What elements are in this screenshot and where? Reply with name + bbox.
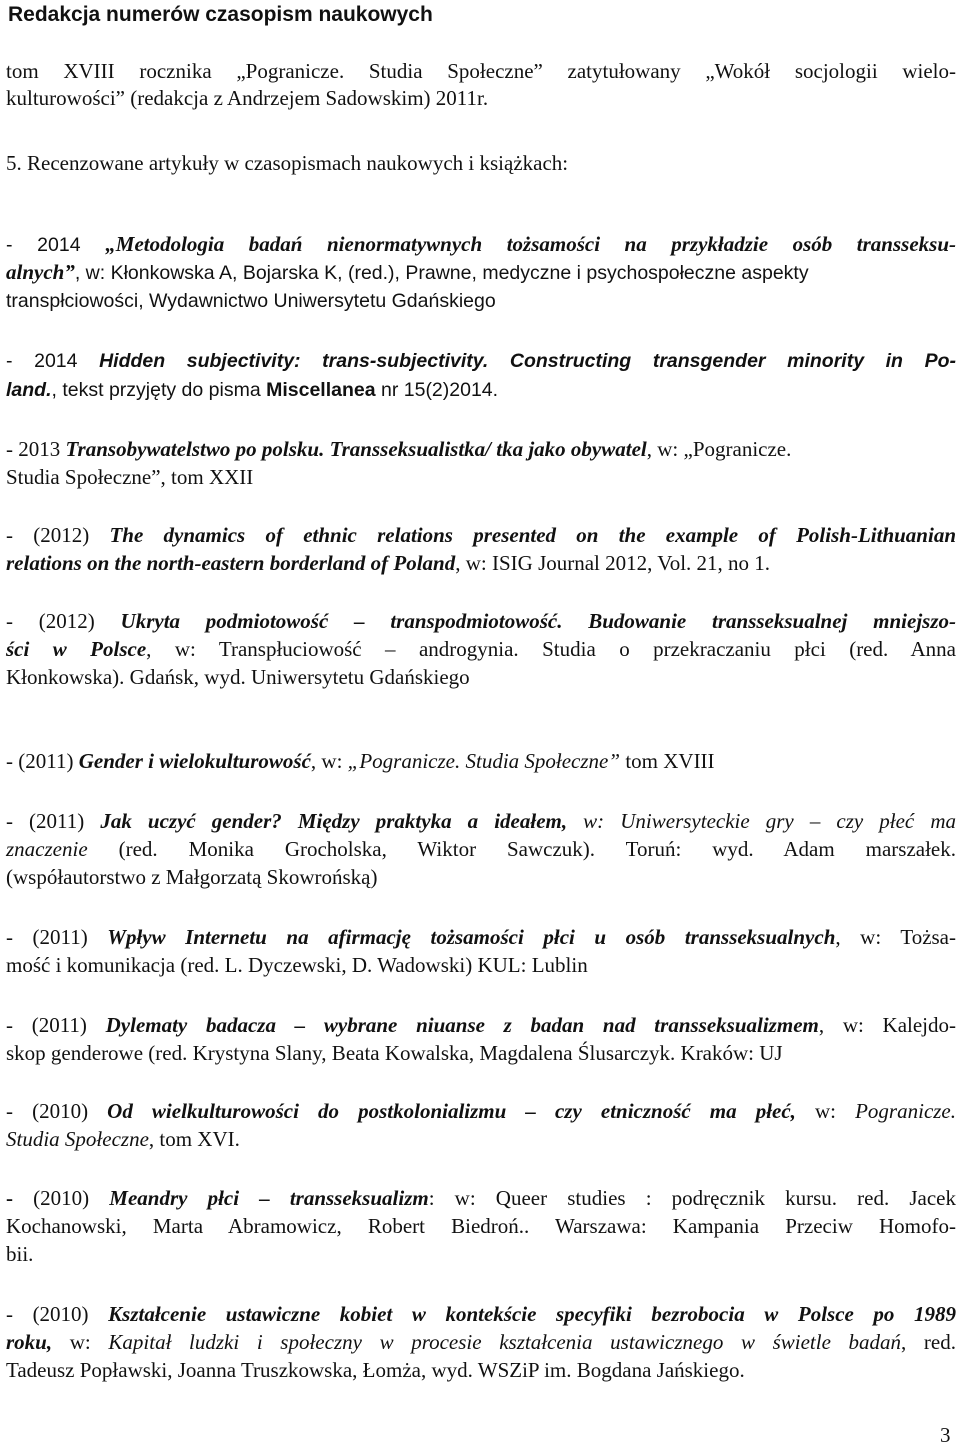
entry-11-line-3 — [6, 1241, 956, 1267]
entry-3-volume: Studia Społeczne”, tom XXII — [6, 465, 254, 489]
entry-1-line-2 — [6, 259, 956, 286]
entry-9-year: - (2011) — [6, 1013, 106, 1037]
entry-10-journal-a: Pogranicze. — [855, 1099, 957, 1123]
entry-7-year: - (2011) — [6, 809, 101, 833]
entry-3-year: - 2013 — [6, 437, 66, 461]
entry-4-title-a: The dynamics of ethnic relations presented on the example of Polish-Lithuanian — [109, 523, 956, 547]
entry-2-title-b: land. — [6, 379, 52, 401]
entry-12-title-b: roku, — [6, 1330, 53, 1354]
entry-6-journal: „Pogranicze. Studia Społeczne” — [347, 749, 621, 773]
entry-12-line-2 — [6, 1329, 956, 1355]
entry-2-year: - 2014 — [6, 350, 100, 372]
entry-5-source: , w: Transpłuciowość – androgynia. Studia o przekraczaniu płci (red. Anna — [146, 637, 957, 661]
entry-11-year: (2010) — [13, 1186, 110, 1210]
editorial-line-2 — [6, 85, 956, 111]
entry-1-title-a: „Metodologia badań nienormatywnych tożsamości na przykładzie osób transseksu- — [105, 232, 956, 256]
entry-10-journal-b: Studia Społeczne — [6, 1127, 149, 1151]
entry-6-volume: tom XVIII — [620, 749, 715, 773]
entry-2-journal: Miscellanea — [266, 379, 376, 401]
entry-7-editors: (red. Monika Grocholska, Wiktor Sawczuk). Toruń: wyd. Adam marszałek. — [87, 837, 956, 861]
entry-1-publisher: transpłciowości, Wydawnictwo Uniwersytetu Gdańskiego — [6, 290, 496, 312]
entry-1-line-3 — [6, 287, 956, 314]
entry-3-line-1 — [6, 436, 956, 462]
entry-2-line-1 — [6, 347, 956, 374]
entry-2-line-2 — [6, 376, 956, 403]
entry-2-title-a: Hidden subjectivity: trans-subjectivity. Constructing transgender minority in Po- — [99, 350, 956, 372]
entry-8-source-a: , w: Tożsa- — [835, 925, 956, 949]
entry-8-title: Wpływ Internetu na afirmację tożsamości płci u osób transseksualnych — [107, 925, 836, 949]
entry-6-title: Gender i wielokulturowość — [78, 749, 311, 773]
entry-6-year: - (2011) — [6, 749, 79, 773]
entry-5-title-b: ści w Polsce — [6, 637, 147, 661]
entry-3-source: , w: „Pogranicze. — [646, 437, 792, 461]
entry-1-source: , w: Kłonkowska A, Bojarska K, (red.), Prawne, medyczne i psychospołeczne aspekty — [74, 262, 809, 284]
entry-7-line-2 — [6, 836, 956, 862]
entry-10-volume: , tom XVI. — [148, 1127, 240, 1151]
entry-2-note: , tekst przyjęty do pisma — [51, 379, 267, 401]
entry-11-line-2 — [6, 1213, 956, 1239]
entry-7-title: Jak uczyć gender? Między praktyka a ideałem, — [100, 809, 568, 833]
entry-7-coauthor: (współautorstwo z Małgorzatą Skowrońską) — [6, 865, 378, 889]
entry-10-w: w: — [795, 1099, 856, 1123]
entry-1-line-1 — [6, 231, 956, 258]
entry-9-source-b: skop genderowe (red. Krystyna Slany, Beata Kowalska, Magdalena Ślusarczyk. Kraków: UJ — [6, 1041, 783, 1065]
entry-5-line-3 — [6, 664, 956, 690]
entry-5-line-2 — [6, 636, 956, 662]
entry-3-title: Transobywatelstwo po polsku. Transseksualistka/ tka jako obywatel — [65, 437, 647, 461]
entry-12-editors: Tadeusz Popławski, Joanna Truszkowska, Łomża, wyd. WSZiP im. Bogdana Jańskiego. — [6, 1358, 745, 1382]
entry-10-title: Od wielkulturowości do postkolonializmu – czy etniczność ma płeć, — [107, 1099, 796, 1123]
entry-9-line-2 — [6, 1040, 956, 1066]
entry-9-line-1 — [6, 1012, 956, 1038]
editorial-line-1 — [6, 58, 956, 84]
entry-12-red: , red. — [901, 1330, 956, 1354]
entry-11-source-b: Kochanowski, Marta Abramowicz, Robert Biedroń.. Warszawa: Kampania Przeciw Homofo- — [6, 1214, 956, 1238]
entry-5-line-1 — [6, 608, 956, 634]
entry-10-line-2 — [6, 1126, 956, 1152]
entry-4-title-b: relations on the north-eastern borderland of Poland — [6, 551, 456, 575]
entry-11-title: Meandry płci – transseksualizm — [109, 1186, 429, 1210]
entry-12-w: w: — [52, 1330, 109, 1354]
section-heading: Redakcja numerów czasopism naukowych — [8, 3, 433, 26]
entry-5-title-a: Ukryta podmiotowość – transpodmiotowość. Budowanie transseksualnej mniejszo- — [120, 609, 956, 633]
section-5-title — [6, 150, 956, 176]
entry-12-book: Kapitał ludzki i społeczny w procesie kształcenia ustawicznego w świetle badań — [108, 1330, 902, 1354]
entry-12-line-1 — [6, 1301, 956, 1327]
entry-11-source-c: bii. — [6, 1242, 34, 1266]
entry-7-source-a: w: Uniwersyteckie gry – czy płeć ma — [567, 809, 956, 833]
entry-8-line-1 — [6, 924, 956, 950]
entry-10-line-1 — [6, 1098, 956, 1124]
section-5-label: Recenzowane artykuły w czasopismach naukowych i książkach: — [27, 151, 569, 175]
page-number: 3 — [940, 1423, 951, 1447]
entry-7-line-3 — [6, 864, 956, 890]
entry-4-source: , w: ISIG Journal 2012, Vol. 21, no 1. — [455, 551, 771, 575]
entry-3-line-2 — [6, 464, 956, 490]
entry-12-line-3 — [6, 1357, 956, 1383]
entry-8-source-b: mość i komunikacja (red. L. Dyczewski, D. Wadowski) KUL: Lublin — [6, 953, 588, 977]
editorial-text-1: tom XVIII rocznika „Pogranicze. Studia Społeczne” zatytułowany „Wokół socjologii wielo- — [6, 59, 956, 83]
entry-9-source-a: , w: Kalejdo- — [818, 1013, 956, 1037]
entry-1-year: - 2014 — [6, 234, 106, 256]
section-5-number: 5. — [6, 151, 22, 175]
entry-9-title: Dylematy badacza – wybrane niuanse z badan nad transseksualizmem — [105, 1013, 819, 1037]
entry-8-year: - (2011) — [6, 925, 108, 949]
entry-11-source-a: : w: Queer studies : podręcznik kursu. red. Jacek — [428, 1186, 956, 1210]
entry-4-year: - (2012) — [6, 523, 110, 547]
entry-12-title-a: Kształcenie ustawiczne kobiet w kontekście specyfiki bezrobocia w Polsce po 1989 — [108, 1302, 956, 1326]
entry-7-line-1 — [6, 808, 956, 834]
entry-2-issue: nr 15(2)2014. — [375, 379, 499, 401]
entry-7-source-b: znaczenie — [6, 837, 88, 861]
entry-4-line-2 — [6, 550, 956, 576]
entry-11-line-1 — [6, 1185, 956, 1211]
entry-6-w: , w: — [310, 749, 348, 773]
entry-8-line-2 — [6, 952, 956, 978]
entry-10-year: - (2010) — [6, 1099, 108, 1123]
entry-4-line-1 — [6, 522, 956, 548]
entry-1-title-b: alnych” — [6, 260, 75, 284]
entry-12-year: - (2010) — [6, 1302, 109, 1326]
entry-6-line-1 — [6, 748, 956, 774]
entry-5-year: - (2012) — [6, 609, 121, 633]
editorial-text-2: kulturowości” (redakcja z Andrzejem Sadowskim) 2011r. — [6, 86, 489, 110]
entry-5-publisher: Kłonkowska). Gdańsk, wyd. Uniwersytetu Gdańskiego — [6, 665, 470, 689]
entry-11-dash: - — [6, 1186, 13, 1210]
